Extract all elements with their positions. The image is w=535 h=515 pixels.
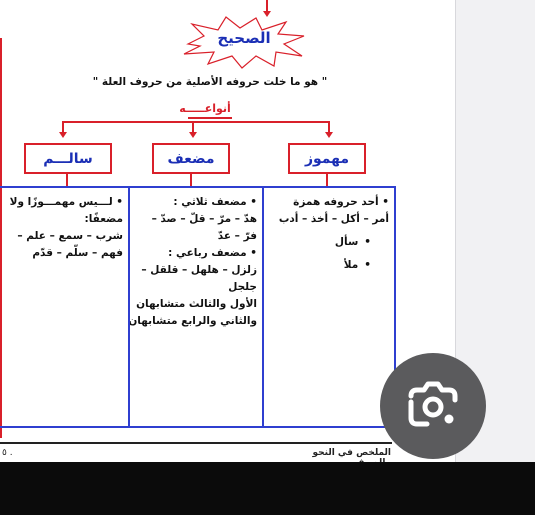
column-line: والثاني والرابع متشابهان xyxy=(128,315,257,327)
column-line: • لـــيس مهمـــوزًا ولا xyxy=(9,196,123,208)
column-line: مضعفًا: xyxy=(84,213,123,225)
viewer-bottom-bar xyxy=(0,462,535,515)
type-box-mudaaf: مضعف xyxy=(152,143,230,174)
column-line: أمر – أكل – أخذ – أدب xyxy=(278,213,389,225)
column-line: الأول والثالث متشابهان xyxy=(136,298,257,310)
column-line: فرّ – عدّ xyxy=(217,230,257,242)
column-salim xyxy=(0,186,130,428)
column-mahmuz xyxy=(262,186,396,428)
column-line: شرب – سمع – علم – xyxy=(17,230,123,242)
column-line: • مضعف رباعي : xyxy=(168,247,257,259)
box-connector-salim xyxy=(66,174,68,186)
column-line: جلجل xyxy=(228,281,257,293)
column-line: فهم – سلّم – قدّم xyxy=(32,247,123,259)
box-connector-mudaaf xyxy=(190,174,192,186)
box-connector-mahmuz xyxy=(326,174,328,186)
branch-arrow-mahmuz xyxy=(325,132,333,138)
google-lens-icon xyxy=(405,380,461,432)
definition-text: " هو ما خلت حروفه الأصلية من حروف العلة " xyxy=(92,76,328,88)
footer-page-mark: ٥ . xyxy=(2,448,13,458)
column-list-item: • ملأ xyxy=(269,257,371,274)
column-line: هدّ – مرّ – قلّ – صدّ – xyxy=(151,213,257,225)
google-lens-button[interactable] xyxy=(380,353,486,459)
type-box-salim: سالـــم xyxy=(24,143,112,174)
branch-arrow-mudaaf xyxy=(189,132,197,138)
column-list-item: • سأل xyxy=(269,234,371,251)
types-underline xyxy=(188,117,232,119)
column-line: • أحد حروفه همزة xyxy=(293,196,389,208)
branch-horizontal-line xyxy=(62,121,330,123)
footer-rule xyxy=(0,442,392,444)
column-mudaaf xyxy=(128,186,264,428)
column-line: زلزل – هلهل – قلقل – xyxy=(141,264,257,276)
heading-title: الصحيح xyxy=(217,29,271,47)
column-line: • مضعف ثلاثي : xyxy=(173,196,257,208)
type-box-mahmuz: مهموز xyxy=(288,143,366,174)
branch-arrow-salim xyxy=(59,132,67,138)
footer-title: الملخص في النحو xyxy=(312,448,391,458)
types-label: أنواعـــــه xyxy=(179,102,231,115)
